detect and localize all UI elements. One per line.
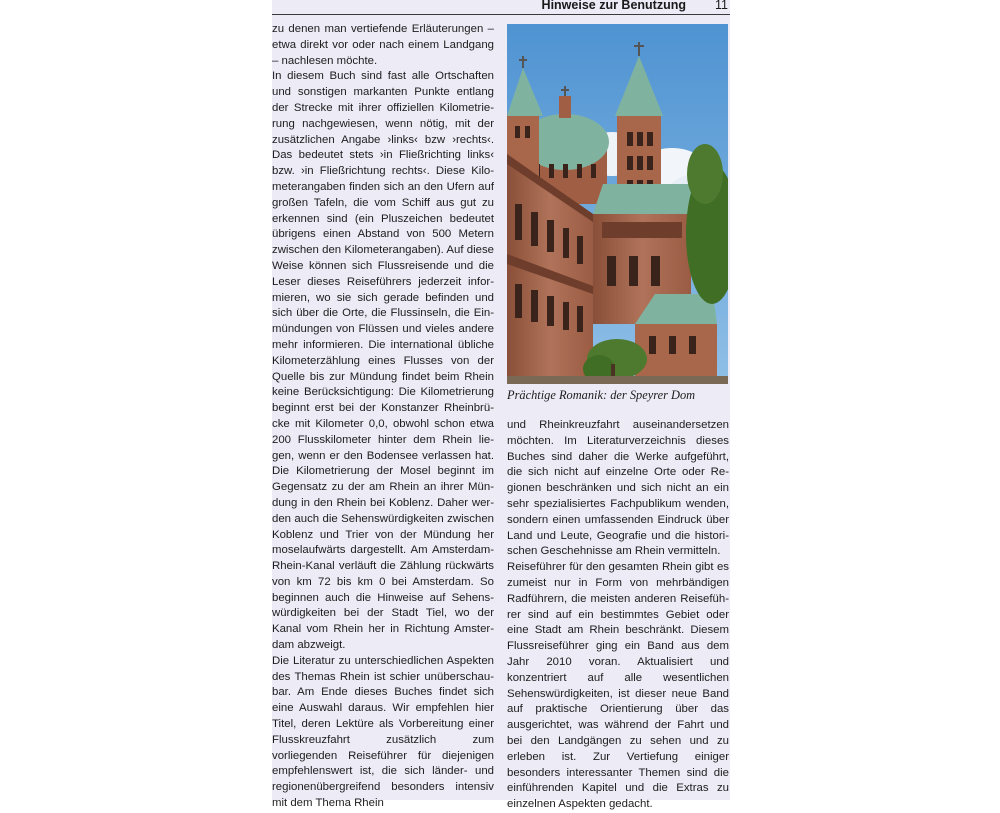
page-number: 11 [715, 0, 728, 12]
section-title: Hinweise zur Benutzung [541, 0, 686, 12]
paragraph: und Rheinkreuzfahrt auseinandersetzen möchten. Im Literaturverzeichnis dieses Buches sind daher die Werke aufgeführt, die sich nicht auf einzelne Orte oder Regionen beschränken und sich nicht an ein sehr spezialisiertes Fachpublikum wenden, sondern einen umfassenden Eindruck über Land und Leute, Geografie und die historischen Geschehnisse am Rhein vermitteln. [507, 419, 729, 558]
paragraph: Die Literatur zu unterschiedlichen Aspekten des Themas Rhein ist schier unüberschaubar. Am Ende dieses Buches findet sich eine Auswahl daraus. Wir empfehlen hier Titel, deren Lektüre als Vorbereitung einer Flusskreuzfahrt zusätzlich zum vorliegenden Reiseführer für diejenigen empfehlenswert ist, die sich länder- und regionenübergreifend besonders intensiv mit dem Thema Rhein [272, 654, 494, 810]
figure-caption: Prächtige Romanik: der Speyrer Dom [507, 388, 696, 402]
paragraph: Reiseführer für den gesamten Rhein gibt es zumeist nur in Form von mehrbändigen Radführern, die meisten anderen Reiseführer sind auf ein bestimmtes Gebiet oder eine Stadt am Rhein beschränkt. Diesem Flussreiseführer ging ein Band aus dem Jahr 2010 voran. Aktualisiert und konzentriert auf alle wesentlichen Sehenswürdigkeiten, ist dieser neue Band auf praktische Orientierung über das ausgerichtet, was während der Fahrt und bei den Landgängen zu sehen und zu erleben ist. Zur Vertiefung einiger besonders interessanter Themen sind die einführenden Kapitel und die Extras zu einzelnen Aspekten gedacht. [507, 561, 729, 811]
cathedral-photo [507, 24, 728, 384]
paragraph: zu denen man vertiefende Erläuterungen – etwa direkt vor oder nach einem Landgang – nachlesen möchte. [272, 23, 494, 67]
running-head [272, 0, 730, 15]
left-text-column [272, 22, 494, 812]
right-text-column [507, 418, 729, 813]
paragraph: In diesem Buch sind fast alle Ortschaften und sonstigen markanten Punkte entlang der Strecke mit ihrer offiziellen Kilometrierung nachgewiesen, wenn nötig, mit der zusätzlichen Angabe ›links‹ bzw ›rechts‹. Das bedeutet stets ›in Fließrichting links‹ bzw. ›in Fließrichtung rechts‹. Diese Kilometerangaben finden sich an den Ufern auf großen Tafeln, die vom Schiff aus gut zu erkennen sind (ein Pluszeichen bedeutet übrigens einen Abstand von 500 Metern zwischen den Kilometerangaben). Auf diese Weise können sich Flussreisende und die Leser dieses Reiseführers jederzeit informieren, wo sie sich gerade befinden und sich über die Orte, die Flussinseln, die Einmündungen von Flüssen und vieles andere mehr informieren. Die international übliche Kilometerzählung eines Flusses von der Quelle bis zur Mündung findet beim Rhein keine Berücksichtigung: Die Kilometrierung beginnt erst bei der Konstanzer Rheinbrücke mit Kilometer 0,0, obwohl schon etwa 200 Flusskilometer hinter dem Rhein liegen, wenn er den Bodensee verlassen hat. Die Kilometrierung der Mosel beginnt im Gegensatz zu der am Rhein an ihrer Mündung in den Rhein bei Koblenz. Daher werden auch die Sehenswürdigkeiten zwischen Koblenz und Trier von der Mündung her moselaufwärts dargestellt. Am Amsterdam-Rhein-Kanal verläuft die Zählung rückwärts von km 72 bis km 0 bei Amsterdam. So beginnen auch die Hinweise auf Sehenswürdigkeiten bei der Stadt Tiel, wo der Kanal vom Rhein her in Richtung Amsterdam abzweigt. [272, 70, 494, 652]
